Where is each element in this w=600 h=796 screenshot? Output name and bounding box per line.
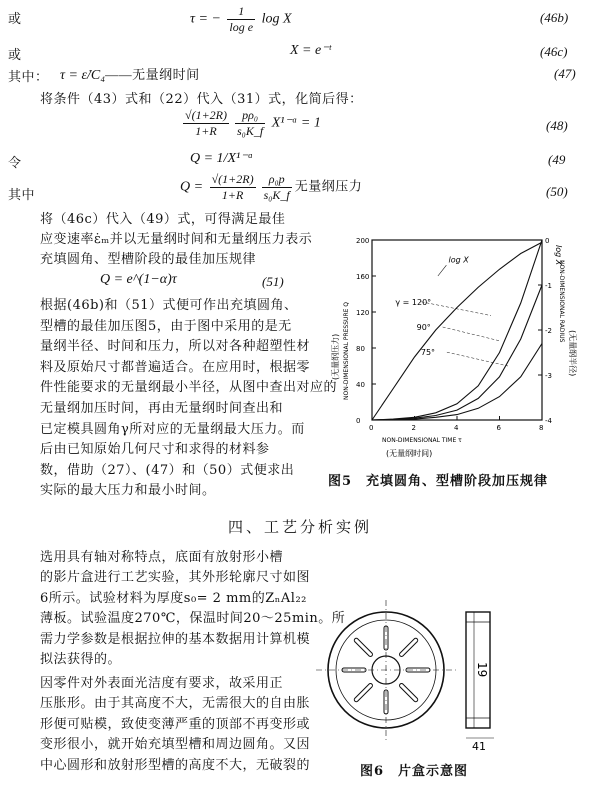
eq47-formula: τ = ε̇/C₄ bbox=[60, 68, 106, 83]
eq47-number: (47) bbox=[554, 66, 576, 81]
para4-line-1: 因零件对外表面光洁度有要求，故采用正 bbox=[40, 676, 284, 691]
radial-slot-inner bbox=[402, 686, 416, 700]
y2-axis-title: NON-DIMENSIONAL RADIUS bbox=[558, 260, 565, 343]
eq50-number: (50) bbox=[546, 184, 568, 199]
equation-46b bbox=[190, 4, 292, 35]
gamma-label: 90° bbox=[416, 323, 431, 332]
figure5-plot bbox=[330, 237, 578, 458]
y-tick-label: 40 bbox=[356, 381, 365, 389]
eq48-fraction-2 bbox=[235, 108, 265, 139]
eq48-den1: 1+R bbox=[195, 124, 217, 138]
x-tick-label: 6 bbox=[496, 424, 501, 432]
eq46b-lhs: τ = − bbox=[190, 11, 221, 27]
film-box-side-view bbox=[466, 612, 494, 750]
para2-line-8: 后由已知原始几何尺寸和求得的材料参 bbox=[40, 442, 270, 458]
y2-axis-title-cn: (无量纲半径) bbox=[568, 330, 577, 377]
eq46c-prefix: 或 bbox=[8, 48, 22, 63]
curve-label-logx: log X bbox=[448, 255, 469, 265]
series-line-120 bbox=[372, 240, 542, 420]
eq48-fraction-1 bbox=[183, 108, 229, 139]
eq50-lhs: Q = bbox=[180, 179, 204, 195]
equation-50 bbox=[180, 172, 362, 203]
y-tick-label: 80 bbox=[356, 345, 365, 353]
eq47-desc: ——无量纲时间 bbox=[105, 67, 200, 82]
para3-line-2: 的影片盒进行工艺实验，其外形轮廓尺寸如图 bbox=[40, 570, 311, 586]
radial-slot-inner bbox=[402, 640, 416, 654]
y2-tick-label: -1 bbox=[545, 282, 552, 290]
x-tick-label: 0 bbox=[369, 424, 374, 432]
eq51-number: (51) bbox=[262, 274, 284, 289]
eq50-den2: s₀K_f bbox=[263, 188, 290, 202]
series-line-logX bbox=[372, 242, 542, 420]
eq46b-fraction bbox=[227, 4, 255, 35]
para2-line-9: 数，借助（27）、(47）和（50）式便求出 bbox=[40, 462, 295, 478]
gamma-label: γ = 120° bbox=[395, 297, 432, 307]
y2-tick-label: -2 bbox=[545, 327, 552, 335]
y-tick-label: 120 bbox=[356, 309, 370, 317]
figure5-caption: 图5 充填圆角、型槽阶段加压规律 bbox=[328, 474, 549, 489]
equation-48 bbox=[180, 108, 321, 139]
eq46c-number: (46c) bbox=[540, 44, 568, 59]
gamma-leader bbox=[421, 302, 491, 316]
y2-tick-label: -4 bbox=[545, 417, 552, 425]
y-tick-label: 200 bbox=[356, 237, 370, 245]
para2-line-1: 根据(46b)和（51）式便可作出充填圆角、 bbox=[40, 298, 298, 313]
y2-tick-label: 0 bbox=[545, 237, 550, 245]
para2-line-4: 料及原始尺寸都普遍适合。在应用时，根据零 bbox=[40, 359, 311, 375]
eq47-prefix: 其中： bbox=[8, 70, 49, 85]
figure5-chart bbox=[326, 228, 596, 498]
eq50-fraction-2 bbox=[262, 172, 292, 203]
para4-line-2: 压胀形。由于其高度不大，无需很大的自由胀 bbox=[40, 696, 311, 712]
dim-height-label: 19 bbox=[475, 662, 489, 678]
equation-46c: X = e⁻ᵗ bbox=[290, 43, 331, 58]
eq48-rhs: X¹⁻ᵅ = 1 bbox=[271, 115, 321, 131]
x-tick-label: 8 bbox=[539, 424, 544, 432]
eq50-num1: √(1+2R) bbox=[211, 172, 254, 186]
intro-line: 将条件（43）式和（22）代入（31）式，化简后得： bbox=[40, 92, 363, 107]
para1-line-1: 将（46c）代入（49）式，可得满足最佳 bbox=[40, 212, 286, 227]
film-box-plan-view bbox=[316, 600, 456, 740]
eq50-fraction-1 bbox=[210, 172, 256, 203]
eq48-number: (48) bbox=[546, 118, 568, 133]
eq48-den2: s₀K_f bbox=[237, 124, 264, 138]
equation-49: Q = 1/X¹⁻ᵅ bbox=[190, 151, 254, 166]
para2-line-5: 件性能要求的无量纲最小半径，从图中查出对应的 bbox=[40, 380, 338, 396]
figure6-caption: 图6 片盒示意图 bbox=[360, 764, 469, 779]
para4-line-3: 形便可贴模，致使变薄严重的顶部不再变形或 bbox=[40, 716, 311, 732]
y-axis-title: NON-DIMENSIONAL PRESSURE Q bbox=[343, 301, 350, 400]
x-axis-title: NON-DIMENSIONAL TIME τ bbox=[382, 437, 462, 444]
para4-line-4: 变形很小，就开始充填型槽和周边圆角。又因 bbox=[40, 737, 311, 753]
para2-line-3: 量纲半径、时间和压力，所以对各种超塑性材 bbox=[40, 339, 311, 355]
para2-line-2: 型槽的最佳加压图5，由于图中采用的是无 bbox=[40, 318, 292, 334]
y-tick-label: 0 bbox=[356, 417, 361, 425]
figure6-drawing bbox=[316, 600, 516, 750]
eq46b-den: log e bbox=[229, 20, 254, 34]
eq50-den1: 1+R bbox=[221, 188, 244, 202]
y-tick-label: 160 bbox=[356, 273, 370, 281]
plot-frame bbox=[372, 240, 542, 420]
gamma-leader bbox=[443, 327, 500, 341]
gamma-label: 75° bbox=[420, 348, 436, 358]
radial-slot-inner bbox=[356, 640, 370, 654]
para1-line-2: 应变速率ε̇ₘ并以无量纲时间和无量纲压力表示 bbox=[40, 232, 313, 247]
para1-line-3: 充填圆角、型槽阶段的最佳加压规律 bbox=[40, 252, 257, 267]
eq46b-number: (46b) bbox=[540, 10, 569, 25]
x-tick-label: 4 bbox=[454, 424, 459, 432]
para3-line-3: 6所示。试验材料为厚度s₀= 2 mm的ZₙAl₂₂ bbox=[40, 590, 307, 606]
para4-line-5: 中心圆形和放射形型槽的高度不大，无破裂的 bbox=[40, 757, 311, 773]
curve-label-leader bbox=[438, 265, 447, 276]
para2-line-7: 已定模具圆角γ所对应的无量纲最大压力。而 bbox=[40, 421, 305, 437]
eq49-number: (49 bbox=[548, 152, 566, 167]
eq50-prefix: 其中 bbox=[8, 188, 36, 203]
dim-bottom-label: 41 bbox=[472, 740, 486, 750]
eq50-num2: ρ₀p bbox=[262, 172, 292, 188]
section-title: 四、工艺分析实例 bbox=[228, 518, 373, 536]
eq49-prefix: 令 bbox=[8, 156, 22, 171]
eq48-num2: pρ₀ bbox=[235, 108, 265, 124]
y-axis-title-cn: (无量纲压力) bbox=[331, 333, 340, 380]
equation-47 bbox=[60, 64, 200, 84]
eq46b-prefix: 或 bbox=[8, 12, 22, 27]
eq48-num1: √(1+2R) bbox=[185, 108, 228, 122]
x-axis-title-cn: (无量纲时间) bbox=[386, 449, 433, 458]
para3-line-1: 选用具有轴对称特点，底面有放射形小槽 bbox=[40, 550, 284, 565]
para3-line-5: 需力学参数是根据拉伸的基本数据用计算机模 bbox=[40, 631, 311, 647]
para2-line-6: 无量纲加压时间，再由无量纲时间查出和 bbox=[40, 401, 284, 416]
x-tick-label: 2 bbox=[411, 424, 416, 432]
equation-51: Q = e^(1−α)τ bbox=[100, 272, 177, 287]
para3-line-4: 薄板。试验温度270℃，保温时间20～25min。所 bbox=[40, 611, 346, 627]
eq46b-rhs: log X bbox=[261, 11, 292, 27]
para3-line-6: 拟法获得的。 bbox=[40, 652, 122, 667]
y2-axis-symbol: log X bbox=[554, 245, 563, 266]
eq50-desc: 无量纲压力 bbox=[294, 178, 363, 194]
para2-line-10: 实际的最大压力和最小时间。 bbox=[40, 483, 216, 499]
eq46b-num: 1 bbox=[227, 4, 255, 20]
y2-tick-label: -3 bbox=[545, 372, 552, 380]
radial-slot-inner bbox=[356, 686, 370, 700]
